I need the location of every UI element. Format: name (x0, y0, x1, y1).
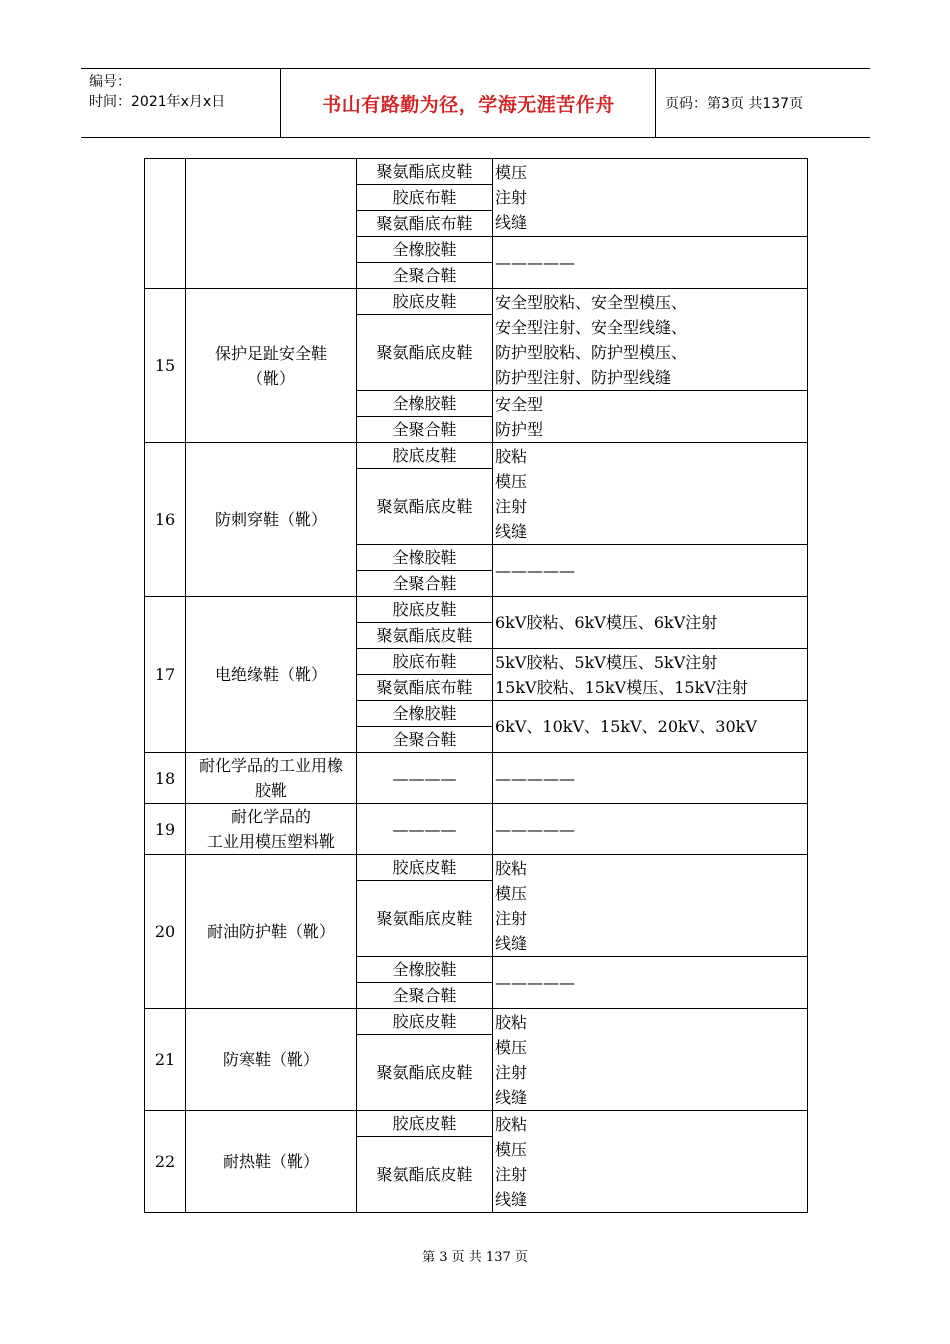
method-cell: 5kV胶粘、5kV模压、5kV注射 15kV胶粘、15kV模压、15kV注射 (493, 649, 808, 701)
material-cell: 全聚合鞋 (357, 417, 493, 443)
product-name: 耐化学品的工业用橡 胶靴 (186, 753, 357, 804)
header-motto: 书山有路勤为径，学海无涯苦作舟 (282, 69, 656, 137)
material-cell: 全橡胶鞋 (357, 391, 493, 417)
material-cell: 聚氨酯底皮鞋 (357, 1137, 493, 1213)
row-number: 15 (145, 289, 186, 443)
row-number: 20 (145, 855, 186, 1009)
material-cell: 全聚合鞋 (357, 727, 493, 753)
material-cell: 全橡胶鞋 (357, 957, 493, 983)
material-cell: 胶底皮鞋 (357, 1009, 493, 1035)
footwear-table (144, 158, 808, 1213)
product-name: 电绝缘鞋（靴） (186, 597, 357, 753)
method-cell: ————— (493, 545, 808, 597)
product-name: 防刺穿鞋（靴） (186, 443, 357, 597)
material-cell: 聚氨酯底皮鞋 (357, 469, 493, 545)
product-name (186, 159, 357, 289)
material-cell: 全聚合鞋 (357, 263, 493, 289)
method-cell: ————— (493, 957, 808, 1009)
product-name: 防寒鞋（靴） (186, 1009, 357, 1111)
table-row (145, 753, 808, 804)
method-cell: 胶粘 模压 注射 线缝 (493, 443, 808, 545)
material-cell: 聚氨酯底皮鞋 (357, 623, 493, 649)
table-row (145, 159, 808, 185)
material-cell: 聚氨酯底皮鞋 (357, 315, 493, 391)
method-cell: ————— (493, 804, 808, 855)
number-label: 编号： (89, 74, 131, 90)
product-name: 耐化学品的 工业用模压塑料靴 (186, 804, 357, 855)
row-number: 22 (145, 1111, 186, 1213)
row-number: 18 (145, 753, 186, 804)
time-label: 时间：2021年x月x日 (89, 94, 226, 110)
method-cell: ————— (493, 237, 808, 289)
method-cell: 安全型 防护型 (493, 391, 808, 443)
material-cell: 胶底布鞋 (357, 649, 493, 675)
method-cell: 胶粘 模压 注射 线缝 (493, 855, 808, 957)
table-row (145, 804, 808, 855)
material-cell: 全橡胶鞋 (357, 237, 493, 263)
material-cell: 聚氨酯底布鞋 (357, 675, 493, 701)
row-number: 17 (145, 597, 186, 753)
page-footer: 第 3 页 共 137 页 (422, 1250, 528, 1265)
material-cell: 胶底布鞋 (357, 185, 493, 211)
material-cell: ———— (357, 753, 493, 804)
method-cell: 6kV、10kV、15kV、20kV、30kV (493, 701, 808, 753)
method-cell: 胶粘 模压 注射 线缝 (493, 1111, 808, 1213)
material-cell: 胶底皮鞋 (357, 443, 493, 469)
material-cell: 胶底皮鞋 (357, 855, 493, 881)
material-cell: 胶底皮鞋 (357, 1111, 493, 1137)
product-name: 耐油防护鞋（靴） (186, 855, 357, 1009)
material-cell: 聚氨酯底皮鞋 (357, 1035, 493, 1111)
material-cell: 胶底皮鞋 (357, 597, 493, 623)
method-cell: 模压 注射 线缝 (493, 159, 808, 237)
product-name: 保护足趾安全鞋 （靴） (186, 289, 357, 443)
row-number: 16 (145, 443, 186, 597)
row-number: 19 (145, 804, 186, 855)
method-cell: 安全型胶粘、安全型模压、 安全型注射、安全型线缝、 防护型胶粘、防护型模压、 防护型注射、防护型线缝 (493, 289, 808, 391)
table-row (145, 289, 808, 315)
material-cell: 聚氨酯底皮鞋 (357, 159, 493, 185)
method-cell: 胶粘 模压 注射 线缝 (493, 1009, 808, 1111)
material-cell: 全橡胶鞋 (357, 701, 493, 727)
material-cell: 聚氨酯底布鞋 (357, 211, 493, 237)
header-meta (81, 69, 281, 137)
row-number (145, 159, 186, 289)
material-cell: 全聚合鞋 (357, 983, 493, 1009)
material-cell: 聚氨酯底皮鞋 (357, 881, 493, 957)
table-row (145, 443, 808, 469)
table-row (145, 1111, 808, 1137)
page-header (81, 68, 870, 138)
material-cell: 全聚合鞋 (357, 571, 493, 597)
table-row (145, 855, 808, 881)
row-number: 21 (145, 1009, 186, 1111)
product-name: 耐热鞋（靴） (186, 1111, 357, 1213)
method-cell: ————— (493, 753, 808, 804)
table-row (145, 1009, 808, 1035)
method-cell: 6kV胶粘、6kV模压、6kV注射 (493, 597, 808, 649)
material-cell: ———— (357, 804, 493, 855)
material-cell: 胶底皮鞋 (357, 289, 493, 315)
material-cell: 全橡胶鞋 (357, 545, 493, 571)
table-row (145, 597, 808, 623)
header-page-info: 页码：第3页 共137页 (665, 96, 804, 112)
